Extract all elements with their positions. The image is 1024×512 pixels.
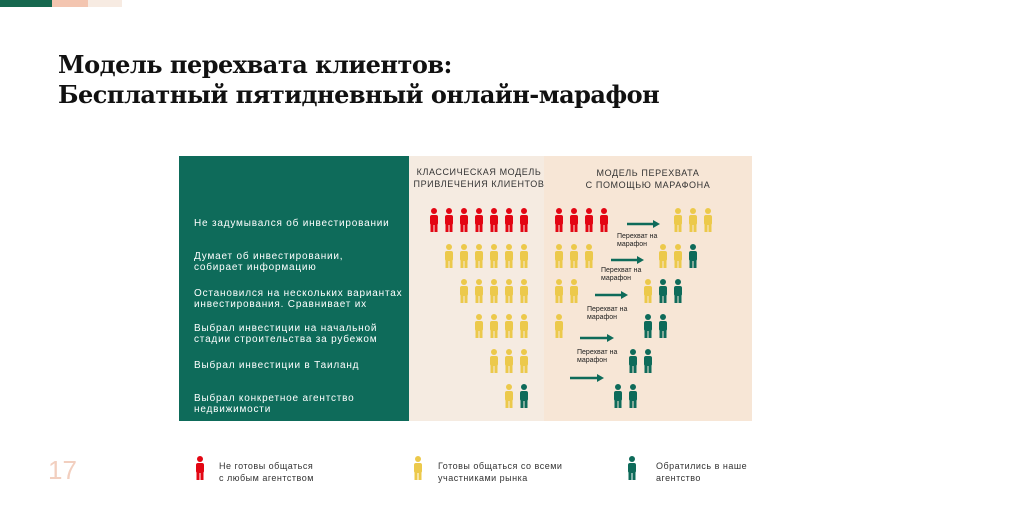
classic-person-r4-4 [520,314,528,338]
classic-person-r5-2 [505,349,513,373]
classic-person-r6-1 [505,384,513,408]
marathon-left-person-r1-4 [600,208,608,232]
classic-person-r1-1 [430,208,438,232]
page-title-line-1: Модель перехвата клиентов: [58,50,452,79]
classic-person-r4-2 [490,314,498,338]
classic-person-r5-1 [490,349,498,373]
intercept-label-4: Перехват на марафон [577,349,618,364]
marathon-left-person-r1-1 [555,208,563,232]
intercept-arrow-3 [595,291,628,299]
marathon-left-person-r3-2 [570,279,578,303]
classic-person-r2-5 [505,244,513,268]
legend-icon-red [196,456,204,480]
classic-person-r3-2 [475,279,483,303]
intercept-label-1: Перехват на марафон [617,233,658,248]
intercept-arrow-5 [570,374,604,382]
classic-model-title: КЛАССИЧЕСКАЯ МОДЕЛЬ ПРИВЛЕЧЕНИЯ КЛИЕНТОВ [413,167,545,189]
classic-person-r2-6 [520,244,528,268]
classic-person-r3-5 [520,279,528,303]
stage-label-2: Думает об инвестировании, собирает информацию [194,251,344,273]
classic-person-r1-6 [505,208,513,232]
marathon-left-person-r1-2 [570,208,578,232]
stage-label-5: Выбрал инвестиции в Таиланд [194,360,360,371]
marathon-left-person-r4-1 [555,314,563,338]
classic-person-r5-3 [520,349,528,373]
intercept-label-3: Перехват на марафон [587,306,628,321]
marathon-left-person-r2-3 [585,244,593,268]
legend-label-green: Обратились в наше агентство [656,461,748,483]
marathon-right-person-r6-2 [629,384,637,408]
intercept-label-2: Перехват на марафон [601,267,642,282]
marathon-right-person-r1-3 [704,208,712,232]
classic-person-r4-3 [505,314,513,338]
classic-person-r2-2 [460,244,468,268]
marathon-left-person-r1-3 [585,208,593,232]
intercept-arrow-1 [627,220,660,228]
marathon-right-person-r3-3 [674,279,682,303]
classic-person-r2-1 [445,244,453,268]
marathon-model-title: МОДЕЛЬ ПЕРЕХВАТА С ПОМОЩЬЮ МАРАФОНА [585,168,711,190]
classic-person-r3-3 [490,279,498,303]
classic-person-r1-3 [460,208,468,232]
classic-person-r1-4 [475,208,483,232]
stage-label-1: Не задумывался об инвестировании [194,218,390,229]
marathon-right-person-r1-2 [689,208,697,232]
classic-person-r3-4 [505,279,513,303]
legend-label-yellow: Готовы общаться со всеми участниками рынка [438,461,563,483]
stage-label-6: Выбрал конкретное агентство недвижимости [194,393,355,415]
classic-person-r4-1 [475,314,483,338]
marathon-right-person-r2-2 [674,244,682,268]
page-number: 17 [48,455,77,485]
legend-label-red: Не готовы общаться с любым агентством [219,461,314,483]
marathon-right-person-r1-1 [674,208,682,232]
legend-icon-green [628,456,636,480]
classic-person-r3-1 [460,279,468,303]
marathon-left-person-r2-1 [555,244,563,268]
stage-label-4: Выбрал инвестиции на начальной стадии строительства за рубежом [194,323,378,345]
classic-person-r1-7 [520,208,528,232]
marathon-left-person-r2-2 [570,244,578,268]
marathon-right-person-r3-1 [644,279,652,303]
marathon-right-person-r3-2 [659,279,667,303]
marathon-right-person-r6-1 [614,384,622,408]
marathon-right-person-r4-1 [644,314,652,338]
marathon-right-person-r2-3 [689,244,697,268]
intercept-arrow-2 [611,256,644,264]
intercept-arrow-4 [580,334,614,342]
marathon-left-person-r3-1 [555,279,563,303]
classic-person-r1-2 [445,208,453,232]
marathon-right-person-r5-2 [644,349,652,373]
classic-person-r2-3 [475,244,483,268]
classic-person-r6-2 [520,384,528,408]
page-title-line-2: Бесплатный пятидневный онлайн-марафон [58,80,660,109]
marathon-right-person-r5-1 [629,349,637,373]
classic-person-r2-4 [490,244,498,268]
legend-icon-yellow [414,456,422,480]
marathon-right-person-r2-1 [659,244,667,268]
stage-label-3: Остановился на нескольких вариантах инвестирования. Сравнивает их [194,288,403,310]
marathon-right-person-r4-2 [659,314,667,338]
classic-person-r1-5 [490,208,498,232]
